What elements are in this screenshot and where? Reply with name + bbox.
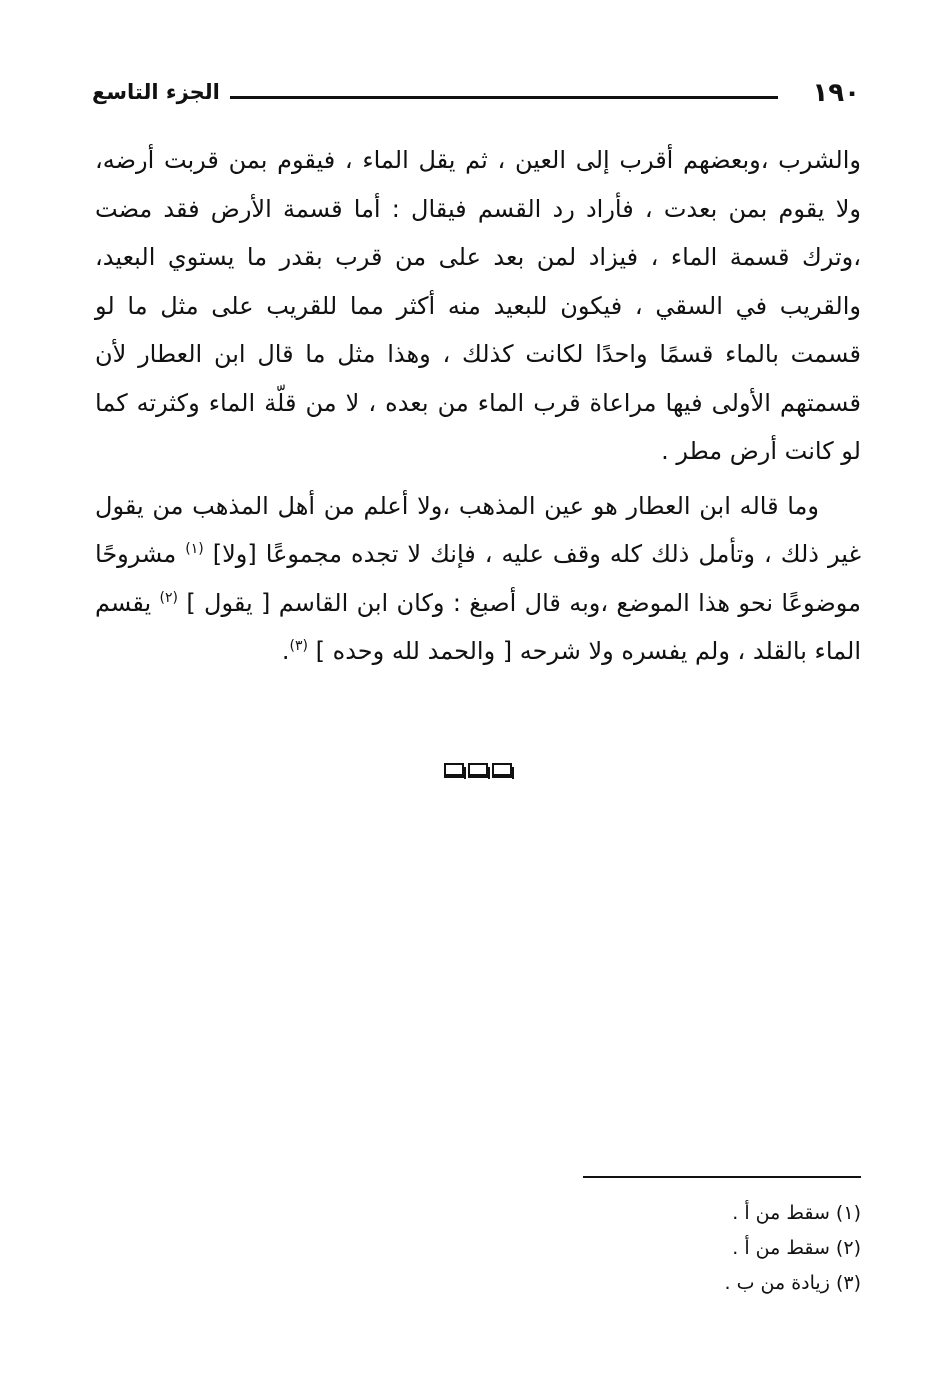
footnote-3: (٣) زيادة من ب . <box>724 1272 861 1294</box>
page-number: ١٩٠ <box>812 78 860 108</box>
footnote-ref-2[interactable]: (٢) <box>159 589 179 606</box>
running-title: الجزء التاسع <box>92 80 220 104</box>
page-header <box>92 74 860 114</box>
section-end-ornament <box>440 763 516 783</box>
footnote-2: (٢) سقط من أ . <box>732 1237 861 1259</box>
footnote-ref-1[interactable]: (١) <box>185 541 204 557</box>
footnote-1: (١) سقط من أ . <box>732 1202 861 1224</box>
paragraph-2 <box>95 482 861 676</box>
footnote-ref-3[interactable]: (٣) <box>289 638 309 654</box>
paragraph-2-text-b: مشروحًا موضوعًا نحو هذا الموضع ،وبه قال أصبغ : وكان ابن القاسم [ يقول ] <box>95 540 861 617</box>
footnotes <box>561 1196 861 1301</box>
footnote-separator <box>583 1176 861 1178</box>
ornament-square-icon <box>468 763 488 778</box>
paragraph-2-text-c: يقسم الماء بالقلد ، ولم يفسره ولا شرحه [ والحمد لله وحده ] <box>95 588 861 665</box>
paragraph-1-text: والشرب ،وبعضهم أقرب إلى العين ، ثم يقل الماء ، فيقوم بمن قربت أرضه، ولا يقوم بمن بعدت ، فأراد رد القسم فيقال : أما قسمة الأرض فقد مضت ،وترك قسمة الماء ، فيزاد لمن بعد على من قرب بقدر ما يستوي البعيد، والقريب في السقي ، فيكون للبعيد منه أكثر مما للقريب على مثل ما لو قسمت بالماء قسمًا واحدًا لكانت كذلك ، وهذا مثل ما قال ابن العطار لأن قسمتهم الأولى فيها مراعاة قرب الماء من بعده ، لا من قلّة الماء وكثرته كما لو كانت أرض مطر . <box>95 146 861 465</box>
paragraph-2-text-d: . <box>281 637 290 665</box>
ornament-square-icon <box>444 763 464 778</box>
ornament-square-icon <box>492 763 512 778</box>
paragraph-2-text-a: وما قاله ابن العطار هو عين المذهب ،ولا أعلم من أهل المذهب من يقول غير ذلك ، وتأمل ذلك كله وقف عليه ، فإنك لا تجده مجموعًا [ولا] <box>95 491 861 568</box>
paragraph-1 <box>95 136 861 476</box>
body-text <box>95 136 861 676</box>
header-rule <box>230 96 778 99</box>
